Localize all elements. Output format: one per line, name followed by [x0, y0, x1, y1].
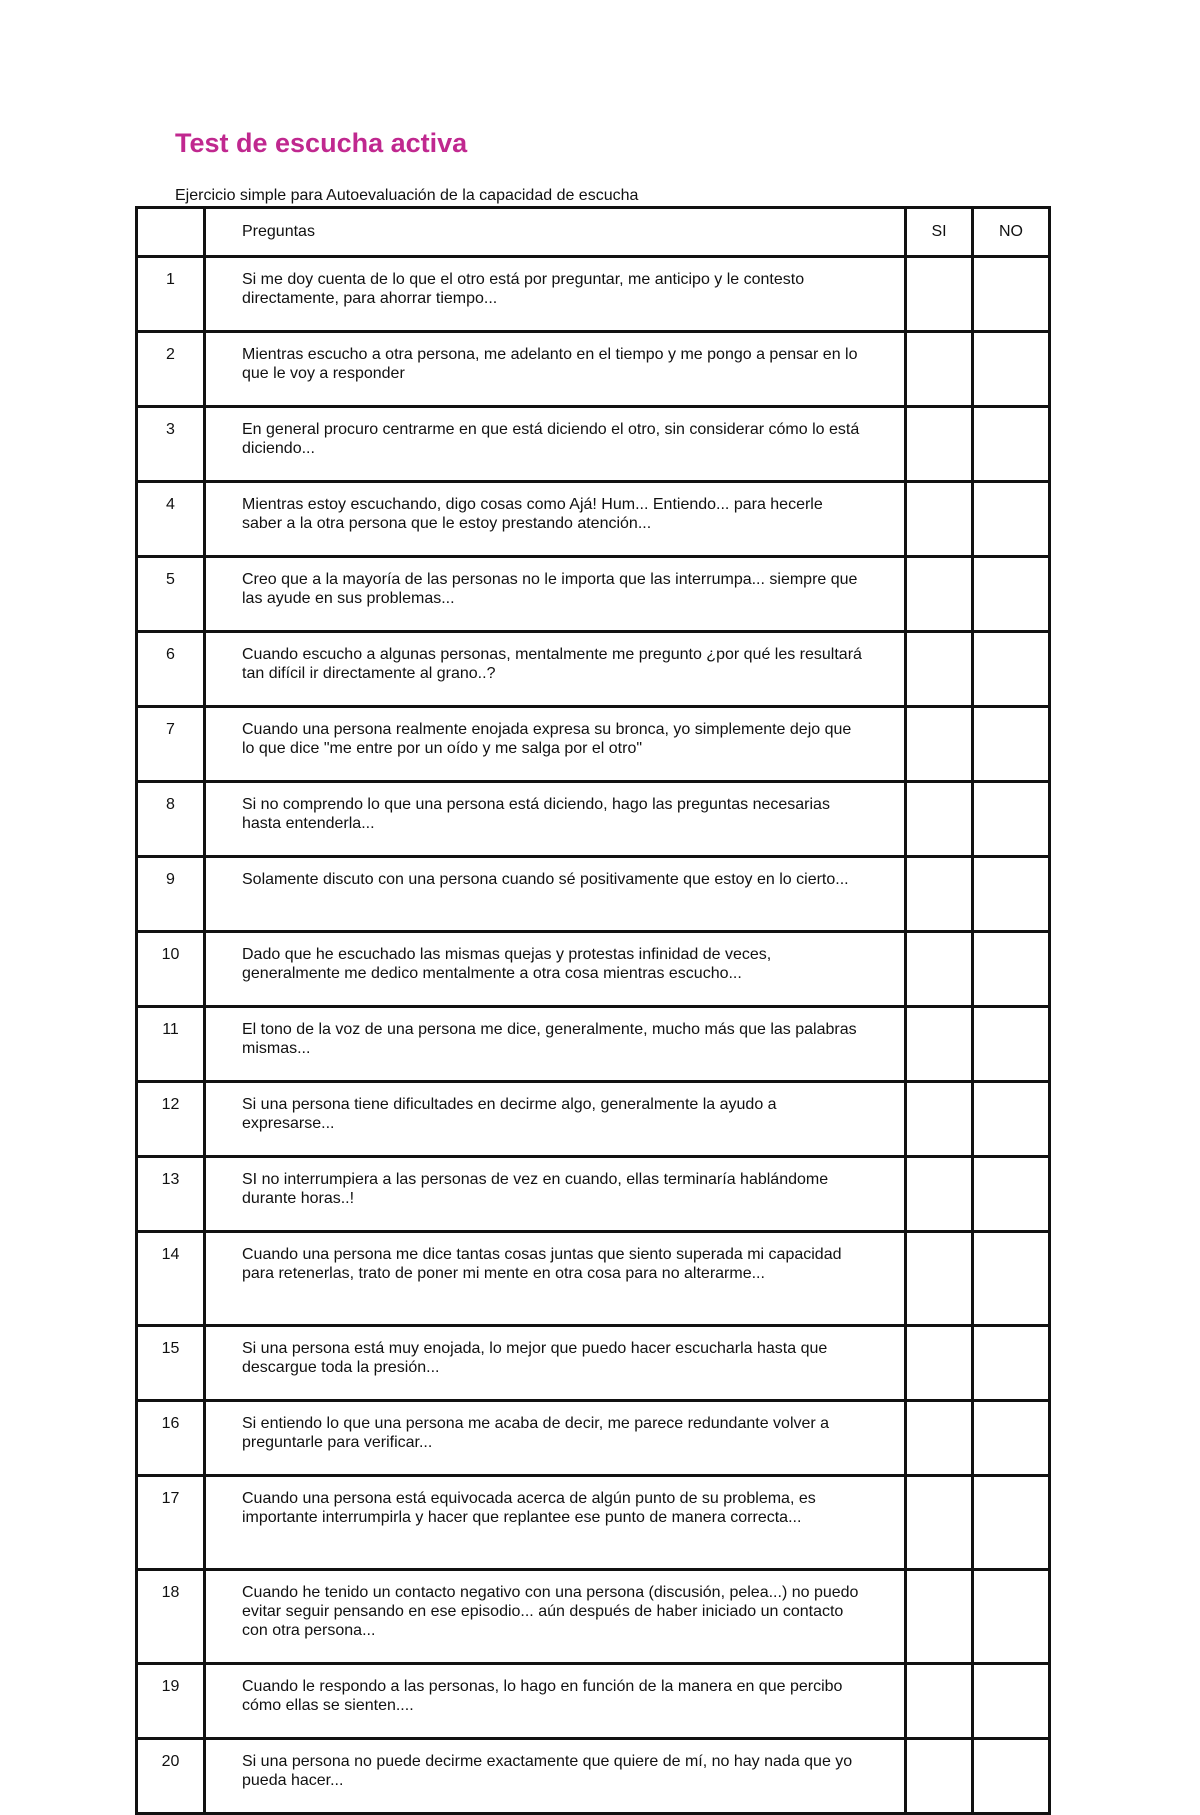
question-text: Creo que a la mayoría de las personas no le importa que las interrumpa... siempre que las ayude en sus problemas... [205, 557, 906, 632]
question-number: 11 [137, 1007, 205, 1082]
table-row [137, 1157, 1050, 1232]
answer-no-cell[interactable] [973, 1082, 1050, 1157]
page-title: Test de escucha activa [175, 128, 468, 158]
answer-no-cell[interactable] [973, 1326, 1050, 1401]
answer-yes-cell[interactable] [906, 1739, 973, 1814]
answer-yes-cell[interactable] [906, 857, 973, 932]
question-text: Cuando le respondo a las personas, lo hago en función de la manera en que percibo cómo ellas se sienten.... [205, 1664, 906, 1739]
answer-no-cell[interactable] [973, 482, 1050, 557]
answer-yes-cell[interactable] [906, 1082, 973, 1157]
answer-yes-cell[interactable] [906, 1326, 973, 1401]
question-text: Cuando una persona realmente enojada expresa su bronca, yo simplemente dejo que lo que dice "me entre por un oído y me salga por el otro" [205, 707, 906, 782]
answer-no-cell[interactable] [973, 1476, 1050, 1570]
answer-yes-cell[interactable] [906, 257, 973, 332]
table-row [137, 782, 1050, 857]
answer-no-cell[interactable] [973, 332, 1050, 407]
table-row [137, 1570, 1050, 1664]
answer-yes-cell[interactable] [906, 1232, 973, 1326]
question-number: 2 [137, 332, 205, 407]
question-number: 14 [137, 1232, 205, 1326]
table-row [137, 1232, 1050, 1326]
table-row [137, 257, 1050, 332]
question-number: 1 [137, 257, 205, 332]
answer-no-cell[interactable] [973, 857, 1050, 932]
table-row [137, 1664, 1050, 1739]
question-text: Si una persona tiene dificultades en decirme algo, generalmente la ayudo a expresarse... [205, 1082, 906, 1157]
answer-yes-cell[interactable] [906, 1570, 973, 1664]
header-questions: Preguntas [205, 208, 906, 257]
answer-no-cell[interactable] [973, 932, 1050, 1007]
question-number: 20 [137, 1739, 205, 1814]
question-number: 8 [137, 782, 205, 857]
question-number: 6 [137, 632, 205, 707]
page-subtitle: Ejercicio simple para Autoevaluación de la capacidad de escucha [175, 187, 639, 204]
answer-yes-cell[interactable] [906, 1664, 973, 1739]
answer-yes-cell[interactable] [906, 932, 973, 1007]
question-text: Solamente discuto con una persona cuando sé positivamente que estoy en lo cierto... [205, 857, 906, 932]
answer-no-cell[interactable] [973, 707, 1050, 782]
table-row [137, 1739, 1050, 1814]
question-number: 12 [137, 1082, 205, 1157]
answer-yes-cell[interactable] [906, 1157, 973, 1232]
answer-no-cell[interactable] [973, 1739, 1050, 1814]
question-text: SI no interrumpiera a las personas de vez en cuando, ellas terminaría hablándome durante horas..! [205, 1157, 906, 1232]
table-row [137, 482, 1050, 557]
table-row [137, 407, 1050, 482]
question-number: 13 [137, 1157, 205, 1232]
question-text: Si me doy cuenta de lo que el otro está por preguntar, me anticipo y le contesto directamente, para ahorrar tiempo... [205, 257, 906, 332]
question-number: 3 [137, 407, 205, 482]
answer-yes-cell[interactable] [906, 632, 973, 707]
table-row [137, 557, 1050, 632]
answer-yes-cell[interactable] [906, 707, 973, 782]
table-row [137, 1082, 1050, 1157]
question-text: El tono de la voz de una persona me dice, generalmente, mucho más que las palabras mismas... [205, 1007, 906, 1082]
answer-no-cell[interactable] [973, 557, 1050, 632]
answer-no-cell[interactable] [973, 632, 1050, 707]
question-number: 15 [137, 1326, 205, 1401]
question-number: 18 [137, 1570, 205, 1664]
table-row [137, 857, 1050, 932]
answer-no-cell[interactable] [973, 1157, 1050, 1232]
header-yes: SI [906, 208, 973, 257]
question-text: Si una persona no puede decirme exactamente que quiere de mí, no hay nada que yo pueda hacer... [205, 1739, 906, 1814]
answer-yes-cell[interactable] [906, 1476, 973, 1570]
question-text: Mientras escucho a otra persona, me adelanto en el tiempo y me pongo a pensar en lo que le voy a responder [205, 332, 906, 407]
question-text: Cuando una persona está equivocada acerca de algún punto de su problema, es importante interrumpirla y hacer que replantee ese punto de manera correcta... [205, 1476, 906, 1570]
header-number [137, 208, 205, 257]
question-text: Si no comprendo lo que una persona está diciendo, hago las preguntas necesarias hasta entenderla... [205, 782, 906, 857]
table-row [137, 707, 1050, 782]
table-row [137, 1401, 1050, 1476]
question-text: Cuando escucho a algunas personas, mentalmente me pregunto ¿por qué les resultará tan difícil ir directamente al grano..? [205, 632, 906, 707]
answer-yes-cell[interactable] [906, 332, 973, 407]
answer-no-cell[interactable] [973, 257, 1050, 332]
answer-yes-cell[interactable] [906, 1401, 973, 1476]
answer-yes-cell[interactable] [906, 407, 973, 482]
question-number: 10 [137, 932, 205, 1007]
question-number: 7 [137, 707, 205, 782]
question-text: Cuando he tenido un contacto negativo con una persona (discusión, pelea...) no puedo evitar seguir pensando en ese episodio... aún después de haber iniciado un contacto con otra persona... [205, 1570, 906, 1664]
answer-no-cell[interactable] [973, 1007, 1050, 1082]
answer-no-cell[interactable] [973, 1401, 1050, 1476]
table-row [137, 932, 1050, 1007]
table-body [137, 257, 1050, 1814]
question-text: Si entiendo lo que una persona me acaba de decir, me parece redundante volver a preguntarle para verificar... [205, 1401, 906, 1476]
answer-yes-cell[interactable] [906, 1007, 973, 1082]
question-text: Si una persona está muy enojada, lo mejor que puedo hacer escucharla hasta que descargue toda la presión... [205, 1326, 906, 1401]
question-number: 17 [137, 1476, 205, 1570]
question-number: 19 [137, 1664, 205, 1739]
header-no: NO [973, 208, 1050, 257]
answer-no-cell[interactable] [973, 1570, 1050, 1664]
question-number: 16 [137, 1401, 205, 1476]
question-text: En general procuro centrarme en que está diciendo el otro, sin considerar cómo lo está diciendo... [205, 407, 906, 482]
question-number: 9 [137, 857, 205, 932]
table-row [137, 1007, 1050, 1082]
table-header-row [137, 208, 1050, 257]
answer-no-cell[interactable] [973, 1664, 1050, 1739]
answer-yes-cell[interactable] [906, 482, 973, 557]
answer-no-cell[interactable] [973, 407, 1050, 482]
table-row [137, 1326, 1050, 1401]
table-row [137, 332, 1050, 407]
answer-no-cell[interactable] [973, 782, 1050, 857]
answer-no-cell[interactable] [973, 1232, 1050, 1326]
answer-yes-cell[interactable] [906, 782, 973, 857]
question-number: 5 [137, 557, 205, 632]
questionnaire-table [135, 206, 1051, 1815]
answer-yes-cell[interactable] [906, 557, 973, 632]
table-row [137, 632, 1050, 707]
question-number: 4 [137, 482, 205, 557]
question-text: Cuando una persona me dice tantas cosas juntas que siento superada mi capacidad para retenerlas, trato de poner mi mente en otra cosa para no alterarme... [205, 1232, 906, 1326]
table-row [137, 1476, 1050, 1570]
question-text: Dado que he escuchado las mismas quejas y protestas infinidad de veces, generalmente me dedico mentalmente a otra cosa mientras escucho... [205, 932, 906, 1007]
question-text: Mientras estoy escuchando, digo cosas como Ajá! Hum... Entiendo... para hecerle saber a la otra persona que le estoy prestando atención... [205, 482, 906, 557]
